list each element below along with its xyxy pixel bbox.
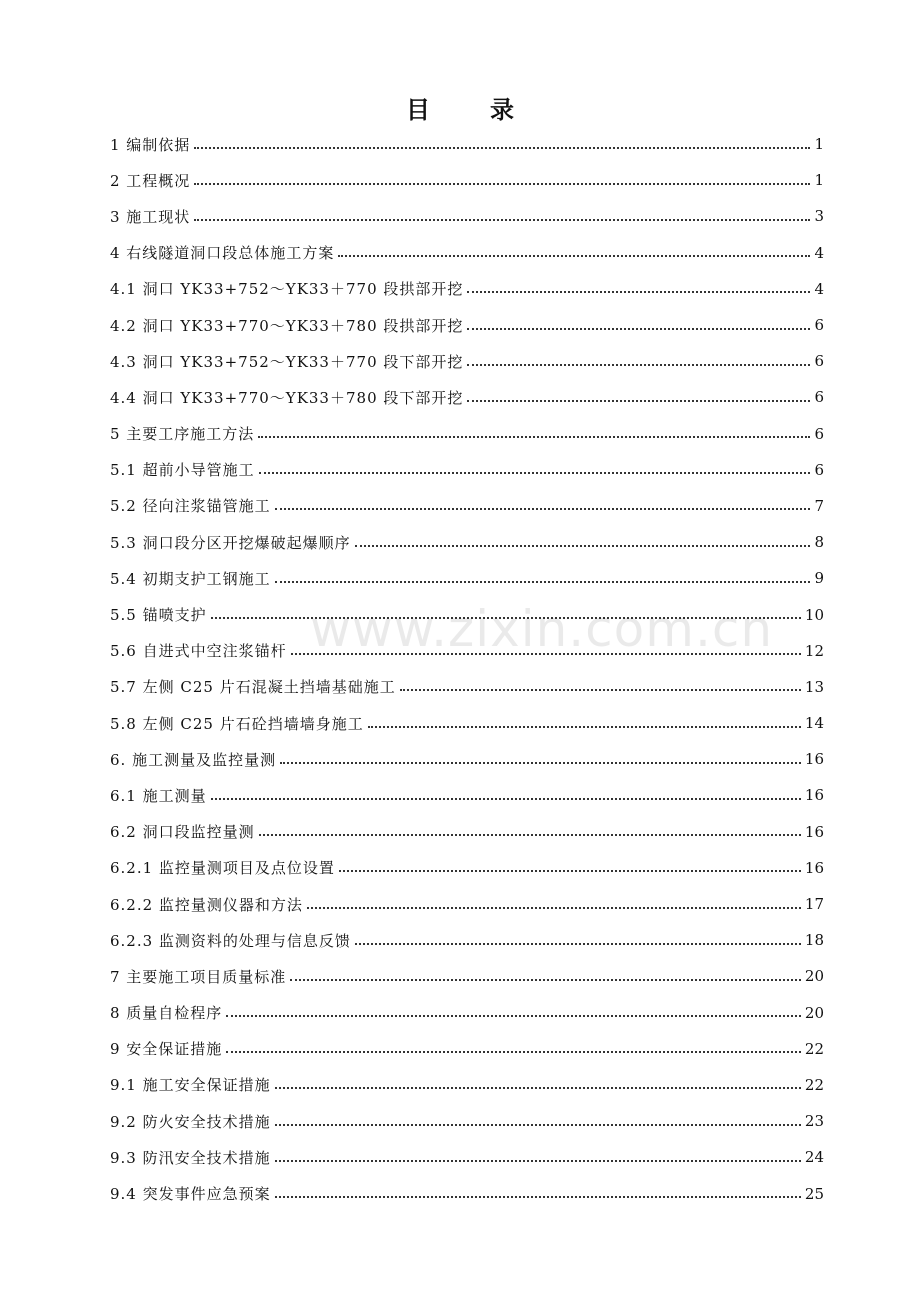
toc-entry-label: 4 右线隧道洞口段总体施工方案 (110, 244, 335, 263)
dot-leader (400, 688, 801, 691)
toc-entry[interactable] (110, 271, 824, 307)
dot-leader (275, 1195, 801, 1198)
toc-entry-page: 16 (804, 858, 824, 877)
toc-entry-page: 20 (804, 967, 824, 986)
toc-entry[interactable] (110, 995, 824, 1031)
toc-entry-label: 9.2 防火安全技术措施 (110, 1112, 271, 1131)
watermark: www.zixin.com.cn (310, 600, 774, 658)
table-of-contents (110, 126, 824, 1212)
toc-entry-page: 22 (804, 1075, 824, 1094)
dot-leader (275, 1086, 801, 1089)
toc-entry-page: 8 (814, 533, 824, 552)
toc-entry-page: 12 (804, 641, 824, 660)
toc-entry[interactable] (110, 162, 824, 198)
toc-entry-page: 16 (804, 822, 824, 841)
toc-entry-label: 5.5 锚喷支护 (110, 606, 207, 625)
toc-entry-label: 3 施工现状 (110, 207, 191, 226)
toc-entry[interactable] (110, 814, 824, 850)
toc-entry-page: 17 (804, 895, 824, 914)
dot-leader (467, 327, 810, 330)
toc-entry-label: 4.3 洞口 YK33+752～YK33＋770 段下部开挖 (110, 352, 464, 371)
toc-entry[interactable] (110, 235, 824, 271)
dot-leader (259, 833, 801, 836)
toc-entry[interactable] (110, 343, 824, 379)
toc-entry[interactable] (110, 452, 824, 488)
toc-entry-page: 6 (814, 388, 824, 407)
toc-entry[interactable] (110, 524, 824, 560)
toc-entry[interactable] (110, 307, 824, 343)
toc-entry-label: 2 工程概况 (110, 171, 191, 190)
toc-entry-page: 6 (814, 316, 824, 335)
toc-entry-page: 16 (804, 786, 824, 805)
toc-entry[interactable] (110, 198, 824, 234)
dot-leader (467, 290, 810, 293)
toc-entry-page: 14 (804, 714, 824, 733)
toc-entry-page: 20 (804, 1003, 824, 1022)
dot-leader (211, 797, 801, 800)
toc-entry-label: 9.4 突发事件应急预案 (110, 1185, 271, 1204)
dot-leader (291, 652, 801, 655)
dot-leader (355, 942, 801, 945)
toc-entry[interactable] (110, 488, 824, 524)
toc-entry-page: 25 (804, 1184, 824, 1203)
dot-leader (226, 1050, 801, 1053)
dot-leader (467, 399, 810, 402)
toc-entry-page: 9 (814, 569, 824, 588)
toc-entry-page: 24 (804, 1148, 824, 1167)
toc-entry-label: 1 编制依据 (110, 135, 191, 154)
dot-leader (275, 580, 811, 583)
toc-entry-page: 4 (814, 279, 824, 298)
toc-entry-label: 4.4 洞口 YK33+770～YK33＋780 段下部开挖 (110, 388, 464, 407)
toc-entry-label: 9.3 防汛安全技术措施 (110, 1148, 271, 1167)
toc-entry-page: 16 (804, 750, 824, 769)
page-title: 目 录 (406, 95, 532, 124)
toc-entry-page: 1 (814, 171, 824, 190)
dot-leader (290, 978, 801, 981)
toc-entry-page: 10 (804, 605, 824, 624)
toc-entry[interactable] (110, 886, 824, 922)
toc-entry[interactable] (110, 416, 824, 452)
toc-entry[interactable] (110, 1103, 824, 1139)
toc-entry[interactable] (110, 777, 824, 813)
toc-entry-label: 5.7 左侧 C25 片石混凝土挡墙基础施工 (110, 678, 396, 697)
dot-leader (338, 254, 810, 257)
toc-entry-label: 5.8 左侧 C25 片石砼挡墙墙身施工 (110, 714, 364, 733)
dot-leader (280, 761, 801, 764)
toc-entry[interactable] (110, 596, 824, 632)
toc-entry-page: 6 (814, 352, 824, 371)
toc-entry-label: 9 安全保证措施 (110, 1040, 223, 1059)
dot-leader (467, 363, 810, 366)
dot-leader (258, 435, 810, 438)
toc-entry-page: 7 (814, 496, 824, 515)
toc-entry-page: 1 (814, 135, 824, 154)
toc-entry-label: 5.4 初期支护工钢施工 (110, 569, 271, 588)
toc-entry-page: 13 (804, 677, 824, 696)
toc-entry[interactable] (110, 1067, 824, 1103)
toc-entry-label: 8 质量自检程序 (110, 1004, 223, 1023)
toc-entry-label: 5 主要工序施工方法 (110, 425, 255, 444)
dot-leader (275, 1159, 801, 1162)
toc-entry[interactable] (110, 633, 824, 669)
toc-entry-label: 7 主要施工项目质量标准 (110, 967, 287, 986)
dot-leader (226, 1014, 801, 1017)
dot-leader (355, 544, 811, 547)
dot-leader (194, 218, 810, 221)
toc-entry[interactable] (110, 1175, 824, 1211)
toc-entry-page: 3 (814, 207, 824, 226)
dot-leader (307, 906, 801, 909)
toc-entry-label: 6.2.2 监控量测仪器和方法 (110, 895, 303, 914)
toc-entry-label: 5.6 自进式中空注浆锚杆 (110, 642, 287, 661)
dot-leader (194, 146, 810, 149)
toc-entry-label: 5.3 洞口段分区开挖爆破起爆顺序 (110, 533, 351, 552)
toc-entry[interactable] (110, 850, 824, 886)
toc-entry[interactable] (110, 560, 824, 596)
dot-leader (368, 725, 801, 728)
dot-leader (339, 869, 801, 872)
toc-entry-label: 4.1 洞口 YK33+752～YK33＋770 段拱部开挖 (110, 280, 464, 299)
toc-entry-label: 6.1 施工测量 (110, 786, 207, 805)
toc-entry-label: 6. 施工测量及监控量测 (110, 750, 277, 769)
toc-entry-label: 5.1 超前小导管施工 (110, 461, 255, 480)
toc-entry-page: 22 (804, 1039, 824, 1058)
dot-leader (275, 507, 811, 510)
toc-entry-label: 9.1 施工安全保证措施 (110, 1076, 271, 1095)
toc-entry-page: 6 (814, 460, 824, 479)
toc-entry-label: 6.2.3 监测资料的处理与信息反馈 (110, 931, 351, 950)
toc-entry[interactable] (110, 1031, 824, 1067)
toc-entry-label: 6.2 洞口段监控量测 (110, 823, 255, 842)
toc-entry-label: 4.2 洞口 YK33+770～YK33＋780 段拱部开挖 (110, 316, 464, 335)
toc-entry[interactable] (110, 379, 824, 415)
toc-entry[interactable] (110, 1139, 824, 1175)
toc-entry-page: 18 (804, 931, 824, 950)
toc-entry[interactable] (110, 741, 824, 777)
toc-entry-page: 23 (804, 1112, 824, 1131)
toc-entry-label: 6.2.1 监控量测项目及点位设置 (110, 859, 335, 878)
dot-leader (211, 616, 801, 619)
dot-leader (259, 471, 811, 474)
toc-entry-page: 4 (814, 243, 824, 262)
dot-leader (275, 1123, 801, 1126)
toc-entry-page: 6 (814, 424, 824, 443)
toc-entry[interactable] (110, 922, 824, 958)
toc-entry[interactable] (110, 669, 824, 705)
dot-leader (194, 182, 810, 185)
toc-entry[interactable] (110, 705, 824, 741)
toc-entry[interactable] (110, 126, 824, 162)
toc-entry[interactable] (110, 958, 824, 994)
toc-entry-label: 5.2 径向注浆锚管施工 (110, 497, 271, 516)
